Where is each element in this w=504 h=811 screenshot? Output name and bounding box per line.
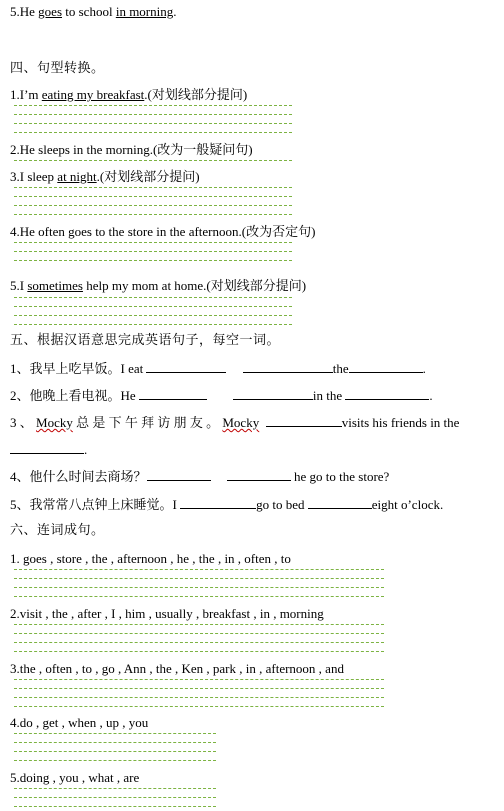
fill-blank[interactable] [10,441,84,454]
underlined-text: sometimes [27,278,83,293]
text: .(对划线部分提问) [96,169,200,184]
text: Mocky [36,415,73,430]
answer-line[interactable] [14,642,384,643]
answer-line[interactable] [14,651,384,652]
answer-line[interactable] [14,242,292,243]
text: 5、我常常八点钟上床睡觉。I [10,497,181,512]
answer-line[interactable] [14,706,384,707]
section-6-question-2: 2.visit , the , after , I , him , usually , breakfast , in , morning [10,606,324,621]
text: . [429,388,433,403]
answer-line[interactable] [14,114,292,115]
fill-blank[interactable] [146,360,226,373]
text: 3.I sleep [10,169,58,184]
section-4-question-4: 4.He often goes to the store in the afternoon.(改为否定句) [10,224,316,239]
text: 1、我早上吃早饭。I eat [10,361,147,376]
answer-line[interactable] [14,742,216,743]
answer-line[interactable] [14,315,292,316]
fill-blank[interactable] [345,387,429,400]
answer-line[interactable] [14,806,216,807]
text: 3 、 [10,415,37,430]
answer-line[interactable] [14,788,216,789]
fill-blank[interactable] [266,414,342,427]
fill-blank[interactable] [233,387,313,400]
fill-blank[interactable] [349,360,423,373]
answer-line[interactable] [14,679,384,680]
section-4-question-1 [10,87,247,103]
underlined-text: eating my breakfast [41,87,145,102]
underlined-text: in morning [115,4,174,19]
text: to school [62,4,116,19]
text: in the [312,388,346,403]
answer-line[interactable] [14,105,292,106]
answer-line[interactable] [14,260,292,261]
question-top-5 [10,4,177,20]
text: .(对划线部分提问) [144,87,248,102]
answer-line[interactable] [14,123,292,124]
fill-blank[interactable] [243,360,333,373]
section-6-question-5: 5.doing , you , what , are [10,770,140,785]
text: go to bed [256,497,308,512]
text: the [332,361,349,376]
answer-line[interactable] [14,596,384,597]
answer-line[interactable] [14,205,292,206]
text: he go to the store? [290,469,390,484]
section-5-question-3 [10,414,459,431]
answer-line[interactable] [14,797,216,798]
answer-line[interactable] [14,132,292,133]
answer-line[interactable] [14,624,384,625]
answer-line[interactable] [14,633,384,634]
section-5-question-1 [10,360,426,377]
section-5-question-2 [10,387,433,404]
text: eight o’clock. [371,497,444,512]
section-6-question-4: 4.do , get , when , up , you [10,715,149,730]
answer-line[interactable] [14,196,292,197]
answer-line[interactable] [14,733,216,734]
answer-line[interactable] [14,587,384,588]
answer-line[interactable] [14,306,292,307]
section-5-title: 五、根据汉语意思完成英语句子，每空一词。 [10,332,281,347]
text: . [173,4,177,19]
section-6-question-1: 1. goes , store , the , afternoon , he , the , in , often , to [10,551,291,566]
fill-blank[interactable] [180,496,256,509]
text: 1.I’m [10,87,42,102]
fill-blank[interactable] [147,468,211,481]
text: 4、他什么时间去商场？ [10,469,147,484]
section-4-question-5 [10,278,306,294]
text: 5.He [10,4,39,19]
section-6-title: 六、连词成句。 [10,522,105,537]
section-5-question-4 [10,468,389,485]
text: . [84,442,88,457]
answer-line[interactable] [14,324,292,325]
text: 总 是 下 午 拜 访 朋 友 。 [72,415,223,430]
answer-line[interactable] [14,297,292,298]
fill-blank[interactable] [227,468,291,481]
answer-line[interactable] [14,214,292,215]
text: 5.I [10,278,28,293]
answer-line[interactable] [14,569,384,570]
answer-line[interactable] [14,160,292,161]
answer-line[interactable] [14,697,384,698]
section-5-question-5 [10,496,443,513]
section-6-question-3: 3.the , often , to , go , Ann , the , Ken , park , in , afternoon , and [10,661,344,676]
text: help my mom at home.(对划线部分提问) [82,278,307,293]
underlined-text: goes [38,4,63,19]
section-4-question-3 [10,169,200,185]
text: . [422,361,426,376]
answer-line[interactable] [14,751,216,752]
section-4-question-2: 2.He sleeps in the morning.(改为一般疑问句) [10,142,253,157]
answer-line[interactable] [14,688,384,689]
underlined-text: at night [57,169,97,184]
fill-blank[interactable] [139,387,207,400]
text: Mocky [222,415,260,430]
fill-blank[interactable] [308,496,372,509]
section-4-title: 四、句型转换。 [10,60,105,75]
answer-line[interactable] [14,760,216,761]
answer-line[interactable] [14,578,384,579]
text: 2、他晚上看电视。He [10,388,139,403]
answer-line[interactable] [14,251,292,252]
answer-line[interactable] [14,187,292,188]
section-5-question-3-cont [10,441,87,458]
text: visits his friends in the [341,415,460,430]
